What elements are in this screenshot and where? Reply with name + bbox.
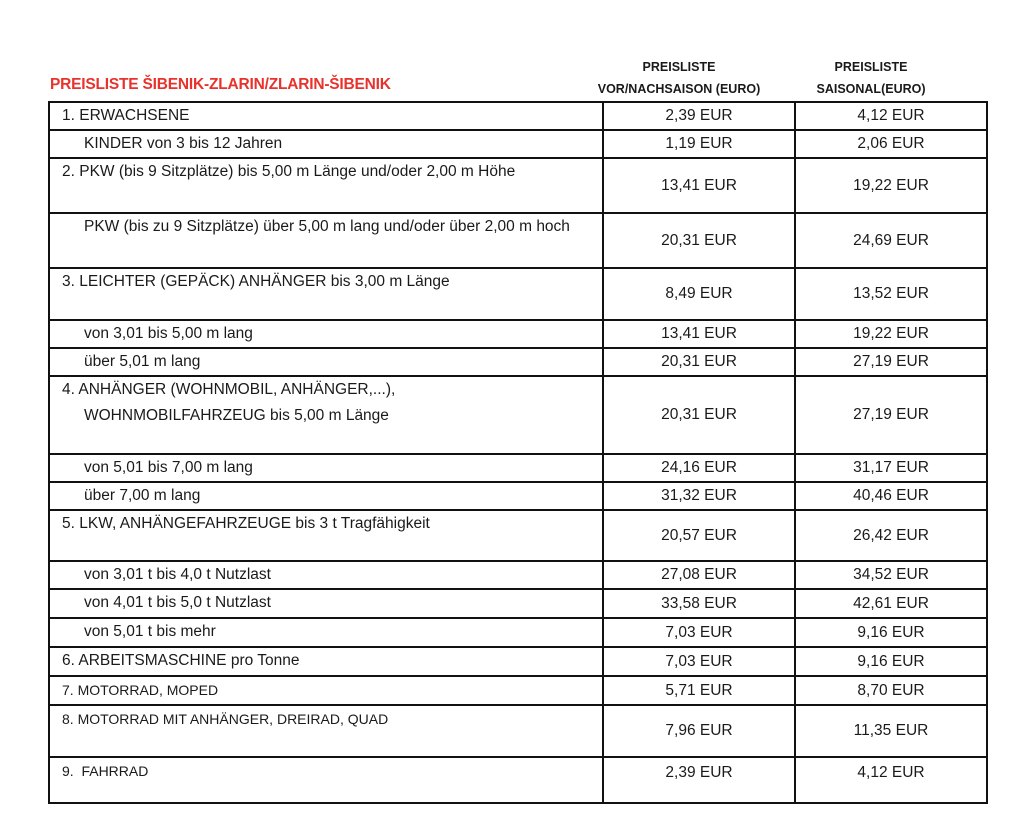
price-table	[48, 101, 988, 804]
price-pre-post-season: 5,71 EUR	[603, 676, 795, 705]
table-row	[49, 320, 987, 348]
price-season: 9,16 EUR	[795, 618, 987, 647]
price-season: 2,06 EUR	[795, 130, 987, 158]
column-header-line1: PREISLISTE	[834, 60, 908, 74]
price-pre-post-season: 7,96 EUR	[603, 705, 795, 757]
price-pre-post-season: 20,31 EUR	[603, 348, 795, 376]
table-row	[49, 647, 987, 676]
row-label	[49, 589, 603, 618]
row-label-text: 6. ARBEITSMASCHINE pro Tonne	[62, 652, 300, 669]
row-label	[49, 757, 603, 803]
table-row	[49, 454, 987, 482]
row-label-text: 1. ERWACHSENE	[62, 107, 190, 124]
table-row	[49, 705, 987, 757]
row-label	[49, 561, 603, 589]
price-pre-post-season: 31,32 EUR	[603, 482, 795, 510]
row-label	[49, 158, 603, 213]
price-pre-post-season: 7,03 EUR	[603, 647, 795, 676]
row-label	[49, 213, 603, 268]
row-label	[49, 510, 603, 561]
price-season: 9,16 EUR	[795, 647, 987, 676]
row-label	[49, 705, 603, 757]
document-title: PREISLISTE ŠIBENIK-ZLARIN/ZLARIN-ŠIBENIK	[50, 76, 391, 93]
row-label-text: 5. LKW, ANHÄNGEFAHRZEUGE bis 3 t Tragfähigkeit	[62, 515, 430, 532]
price-pre-post-season: 13,41 EUR	[603, 320, 795, 348]
row-label	[49, 676, 603, 705]
price-season: 42,61 EUR	[795, 589, 987, 618]
row-label-text: von 4,01 t bis 5,0 t Nutzlast	[84, 594, 271, 611]
price-season: 34,52 EUR	[795, 561, 987, 589]
table-row	[49, 510, 987, 561]
table-row	[49, 130, 987, 158]
row-label-text: PKW (bis zu 9 Sitzplätze) über 5,00 m lang und/oder über 2,00 m hoch	[84, 218, 570, 235]
price-season: 19,22 EUR	[795, 158, 987, 213]
table-row	[49, 376, 987, 454]
row-label-text: 7. MOTORRAD, MOPED	[62, 682, 219, 698]
row-label-text: 8. MOTORRAD MIT ANHÄNGER, DREIRAD, QUAD	[62, 711, 389, 727]
table-row	[49, 268, 987, 320]
row-label	[49, 320, 603, 348]
row-label-text: 3. LEICHTER (GEPÄCK) ANHÄNGER bis 3,00 m Länge	[62, 273, 450, 290]
column-header-line1: PREISLISTE	[642, 60, 716, 74]
price-season: 27,19 EUR	[795, 376, 987, 454]
price-pre-post-season: 20,31 EUR	[603, 213, 795, 268]
column-header-pre-post-season	[569, 56, 789, 100]
table-row	[49, 589, 987, 618]
table-row	[49, 561, 987, 589]
price-pre-post-season: 20,31 EUR	[603, 376, 795, 454]
row-label-text: von 5,01 bis 7,00 m lang	[84, 459, 253, 476]
price-pre-post-season: 33,58 EUR	[603, 589, 795, 618]
price-pre-post-season: 2,39 EUR	[603, 102, 795, 130]
price-season: 4,12 EUR	[795, 102, 987, 130]
price-pre-post-season: 2,39 EUR	[603, 757, 795, 803]
price-season: 26,42 EUR	[795, 510, 987, 561]
price-pre-post-season: 27,08 EUR	[603, 561, 795, 589]
price-season: 27,19 EUR	[795, 348, 987, 376]
table-row	[49, 348, 987, 376]
price-season: 31,17 EUR	[795, 454, 987, 482]
row-label	[49, 482, 603, 510]
price-season: 19,22 EUR	[795, 320, 987, 348]
table-row	[49, 676, 987, 705]
row-label	[49, 376, 603, 454]
price-pre-post-season: 24,16 EUR	[603, 454, 795, 482]
price-pre-post-season: 1,19 EUR	[603, 130, 795, 158]
price-pre-post-season: 7,03 EUR	[603, 618, 795, 647]
price-season: 40,46 EUR	[795, 482, 987, 510]
table-row	[49, 102, 987, 130]
row-label	[49, 268, 603, 320]
column-header-line2: VOR/NACHSAISON (EURO)	[597, 82, 761, 96]
row-label-text: 2. PKW (bis 9 Sitzplätze) bis 5,00 m Länge und/oder 2,00 m Höhe	[62, 163, 516, 180]
row-label-text: von 3,01 bis 5,00 m lang	[84, 325, 253, 342]
price-season: 8,70 EUR	[795, 676, 987, 705]
price-pre-post-season: 13,41 EUR	[603, 158, 795, 213]
row-label-text: über 7,00 m lang	[84, 487, 201, 504]
price-season: 24,69 EUR	[795, 213, 987, 268]
price-season: 11,35 EUR	[795, 705, 987, 757]
table-row	[49, 213, 987, 268]
row-label	[49, 102, 603, 130]
table-row	[49, 158, 987, 213]
row-label-text: 9. FAHRRAD	[62, 763, 149, 779]
column-header-line2: SAISONAL(EURO)	[816, 82, 926, 96]
row-label	[49, 454, 603, 482]
price-pre-post-season: 20,57 EUR	[603, 510, 795, 561]
row-label-text: 4. ANHÄNGER (WOHNMOBIL, ANHÄNGER,...), WOHNMOBILFAHRZEUG bis 5,00 m Länge	[62, 381, 396, 424]
table-row	[49, 482, 987, 510]
row-label-text: von 5,01 t bis mehr	[84, 623, 216, 640]
price-pre-post-season: 8,49 EUR	[603, 268, 795, 320]
row-label-text: von 3,01 t bis 4,0 t Nutzlast	[84, 566, 271, 583]
table-row	[49, 618, 987, 647]
column-header-season	[761, 56, 981, 100]
price-season: 13,52 EUR	[795, 268, 987, 320]
table-row	[49, 757, 987, 803]
price-season: 4,12 EUR	[795, 757, 987, 803]
row-label-text: KINDER von 3 bis 12 Jahren	[84, 135, 283, 152]
row-label	[49, 348, 603, 376]
row-label	[49, 647, 603, 676]
row-label-text: über 5,01 m lang	[84, 353, 201, 370]
row-label	[49, 618, 603, 647]
row-label	[49, 130, 603, 158]
